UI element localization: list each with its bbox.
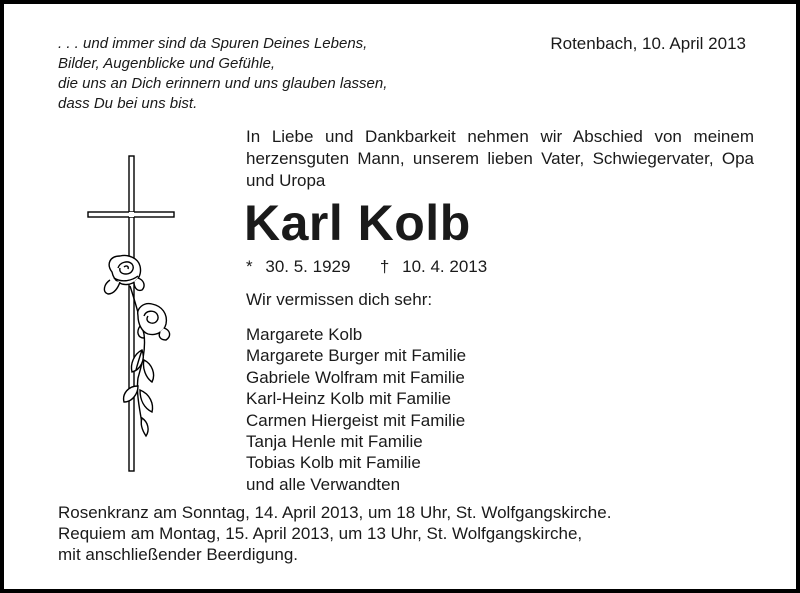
birth-symbol: * — [246, 257, 253, 276]
poem-line: Bilder, Augenblicke und Gefühle, — [58, 55, 276, 72]
deceased-name: Karl Kolb — [244, 195, 471, 251]
mourner: und alle Verwandten — [246, 474, 401, 494]
poem — [58, 34, 387, 114]
mourner: Karl-Heinz Kolb mit Familie — [246, 389, 451, 409]
birth-date: 30. 5. 1929 — [265, 257, 351, 276]
missed-text: Wir vermissen dich sehr: — [246, 290, 433, 309]
cross-with-roses-icon — [80, 154, 190, 476]
mourner: Margarete Kolb — [246, 325, 363, 344]
mourner: Carmen Hiergeist mit Familie — [246, 410, 466, 430]
mourner: Margarete Burger mit Familie — [246, 346, 467, 366]
death-date: 10. 4. 2013 — [402, 257, 488, 276]
service-line: Requiem am Montag, 15. April 2013, um 13 Uhr, St. Wolfgangskirche, — [58, 524, 583, 543]
mourner: Gabriele Wolfram mit Familie — [246, 367, 465, 387]
place-date: Rotenbach, 10. April 2013 — [550, 34, 746, 53]
poem-line: dass Du bei uns bist. — [58, 95, 198, 112]
mourners-list — [246, 324, 466, 495]
death-symbol: † — [379, 257, 390, 276]
intro-text: In Liebe und Dankbarkeit nehmen wir Abschied von meinem herzensguten Mann, unserem lieben Vater, Schwiegervater, Opa und Uropa — [246, 127, 754, 190]
service-info — [58, 502, 611, 565]
poem-line: die uns an Dich erinnern und uns glauben lassen, — [58, 75, 388, 92]
service-line: mit anschließender Beerdigung. — [58, 545, 299, 564]
mourner: Tobias Kolb mit Familie — [246, 453, 421, 473]
service-line: Rosenkranz am Sonntag, 14. April 2013, um 18 Uhr, St. Wolfgangskirche. — [58, 503, 612, 522]
life-dates — [246, 257, 487, 277]
mourner: Tanja Henle mit Familie — [246, 432, 423, 452]
poem-line: . . . und immer sind da Spuren Deines Lebens, — [58, 35, 368, 52]
